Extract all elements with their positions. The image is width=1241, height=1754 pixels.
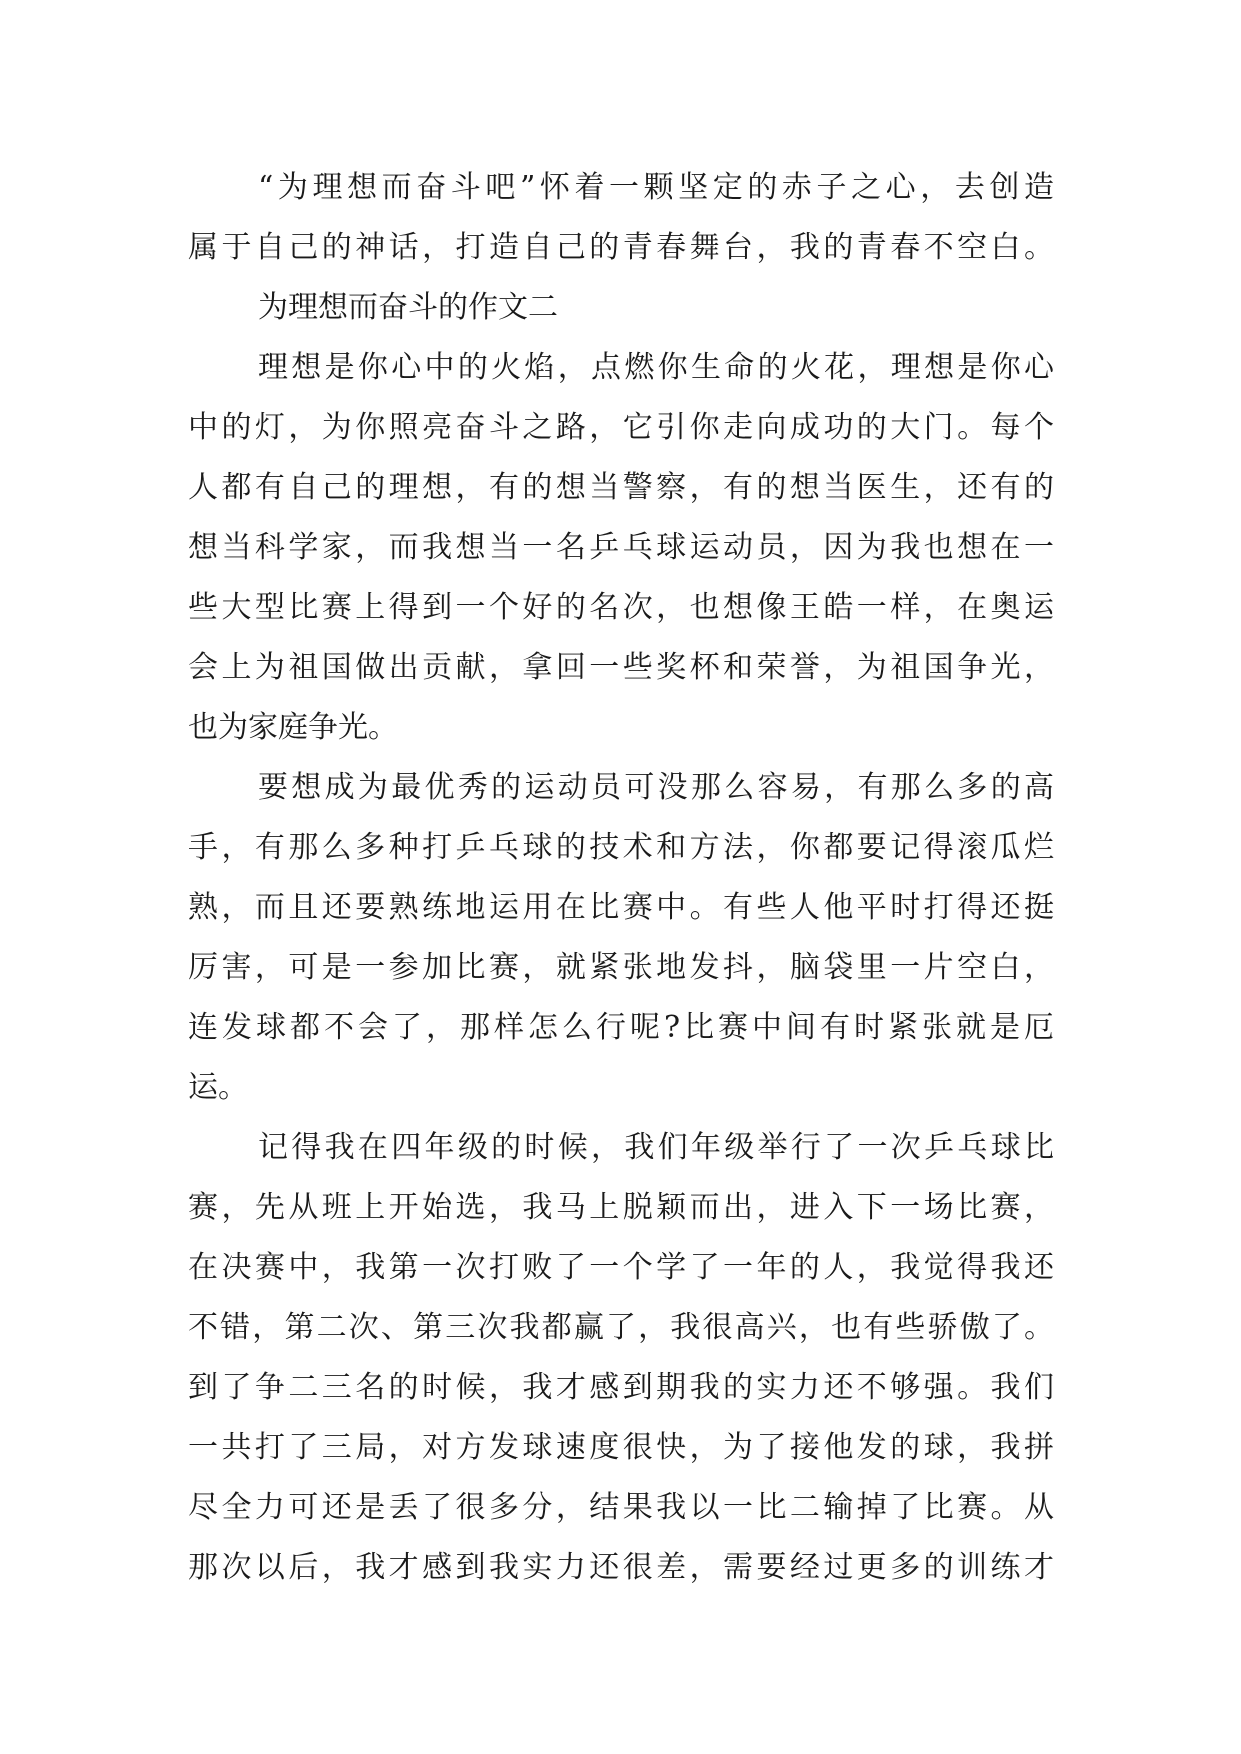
paragraph-line: 在决赛中，我第一次打败了一个学了一年的人，我觉得我还: [188, 1250, 1054, 1285]
paragraph-line: 人都有自己的理想，有的想当警察，有的想当医生，还有的: [188, 470, 1054, 505]
section-heading: 为理想而奋斗的作文二: [258, 290, 558, 325]
paragraph-line: 熟，而且还要熟练地运用在比赛中。有些人他平时打得还挺: [188, 890, 1054, 925]
paragraph-line: 属于自己的神话，打造自己的青春舞台，我的青春不空白。: [188, 230, 1054, 265]
paragraph-line: 连发球都不会了，那样怎么行呢?比赛中间有时紧张就是厄: [188, 1010, 1054, 1045]
paragraph-line: 到了争二三名的时候，我才感到期我的实力还不够强。我们: [188, 1370, 1054, 1405]
paragraph-line: 要想成为最优秀的运动员可没那么容易，有那么多的高: [258, 770, 1054, 805]
paragraph-line: 想当科学家，而我想当一名乒乓球运动员，因为我也想在一: [188, 530, 1054, 565]
paragraph-line: 些大型比赛上得到一个好的名次，也想像王皓一样，在奥运: [188, 590, 1054, 625]
paragraph-line: 赛，先从班上开始选，我马上脱颖而出，进入下一场比赛，: [188, 1190, 1054, 1225]
paragraph-line: 中的灯，为你照亮奋斗之路，它引你走向成功的大门。每个: [188, 410, 1054, 445]
paragraph-line: 会上为祖国做出贡献，拿回一些奖杯和荣誉，为祖国争光，: [188, 650, 1054, 685]
paragraph-line: 运。: [188, 1070, 248, 1105]
paragraph-line: 也为家庭争光。: [188, 710, 398, 745]
paragraph-line: 记得我在四年级的时候，我们年级举行了一次乒乓球比: [258, 1130, 1054, 1165]
paragraph-line: 理想是你心中的火焰，点燃你生命的火花，理想是你心: [258, 350, 1054, 385]
document-body: [188, 158, 1054, 1598]
paragraph-line: 手，有那么多种打乒乓球的技术和方法，你都要记得滚瓜烂: [188, 830, 1054, 865]
paragraph-line: 厉害，可是一参加比赛，就紧张地发抖，脑袋里一片空白，: [188, 950, 1054, 985]
paragraph-line: 一共打了三局，对方发球速度很快，为了接他发的球，我拼: [188, 1430, 1054, 1465]
paragraph-line: 尽全力可还是丢了很多分，结果我以一比二输掉了比赛。从: [188, 1490, 1054, 1525]
paragraph-line: 那次以后，我才感到我实力还很差，需要经过更多的训练才: [188, 1550, 1054, 1585]
paragraph-line: “为理想而奋斗吧”怀着一颗坚定的赤子之心，去创造: [258, 170, 1054, 205]
paragraph-line: 不错，第二次、第三次我都赢了，我很高兴，也有些骄傲了。: [188, 1310, 1054, 1345]
